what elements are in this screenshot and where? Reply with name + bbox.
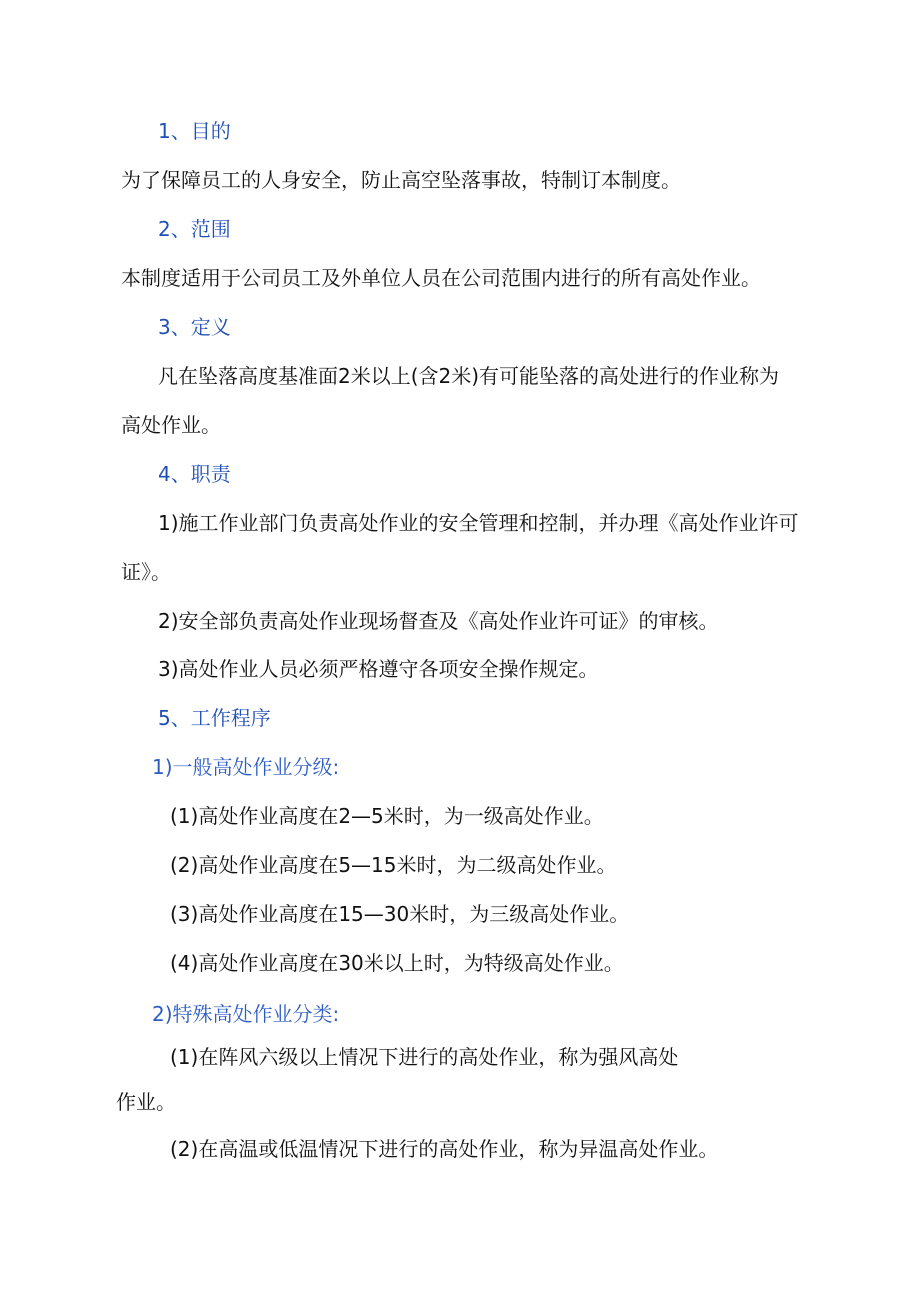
responsibility-item-3: 3)高处作业人员必须严格遵守各项安全操作规定。 xyxy=(158,657,599,681)
definition-text-line1: 凡在坠落高度基准面2米以上(含2米)有可能坠落的高处进行的作业称为 xyxy=(158,364,780,388)
procedure-general-heading: 1)一般高处作业分级: xyxy=(152,755,340,779)
scope-text: 本制度适用于公司员工及外单位人员在公司范围内进行的所有高处作业。 xyxy=(121,266,761,290)
special-item-1-line1: (1)在阵风六级以上情况下进行的高处作业，称为强风高处 xyxy=(170,1045,679,1069)
section-heading-purpose: 1、目的 xyxy=(158,119,231,143)
purpose-text: 为了保障员工的人身安全，防止高空坠落事故，特制订本制度。 xyxy=(121,168,681,192)
section-heading-definition: 3、定义 xyxy=(158,315,231,339)
responsibility-item-1-line2: 证》。 xyxy=(121,560,171,584)
section-heading-procedure: 5、工作程序 xyxy=(158,706,271,730)
responsibility-item-2: 2)安全部负责高处作业现场督查及《高处作业许可证》的审核。 xyxy=(158,609,719,633)
general-level-item-1: (1)高处作业高度在2—5米时，为一级高处作业。 xyxy=(170,804,604,828)
special-item-2: (2)在高温或低温情况下进行的高处作业，称为异温高处作业。 xyxy=(170,1137,719,1161)
general-level-item-4: (4)高处作业高度在30米以上时，为特级高处作业。 xyxy=(170,951,624,975)
general-level-item-3: (3)高处作业高度在15—30米时，为三级高处作业。 xyxy=(170,902,630,926)
section-heading-scope: 2、范围 xyxy=(158,217,231,241)
responsibility-item-1-line1: 1)施工作业部门负责高处作业的安全管理和控制，并办理《高处作业许可 xyxy=(158,511,799,535)
definition-text-line2: 高处作业。 xyxy=(121,413,221,437)
procedure-special-heading: 2)特殊高处作业分类: xyxy=(152,1002,340,1026)
general-level-item-2: (2)高处作业高度在5—15米时，为二级高处作业。 xyxy=(170,853,617,877)
section-heading-responsibilities: 4、职责 xyxy=(158,462,231,486)
special-item-1-line2: 作业。 xyxy=(116,1090,176,1114)
